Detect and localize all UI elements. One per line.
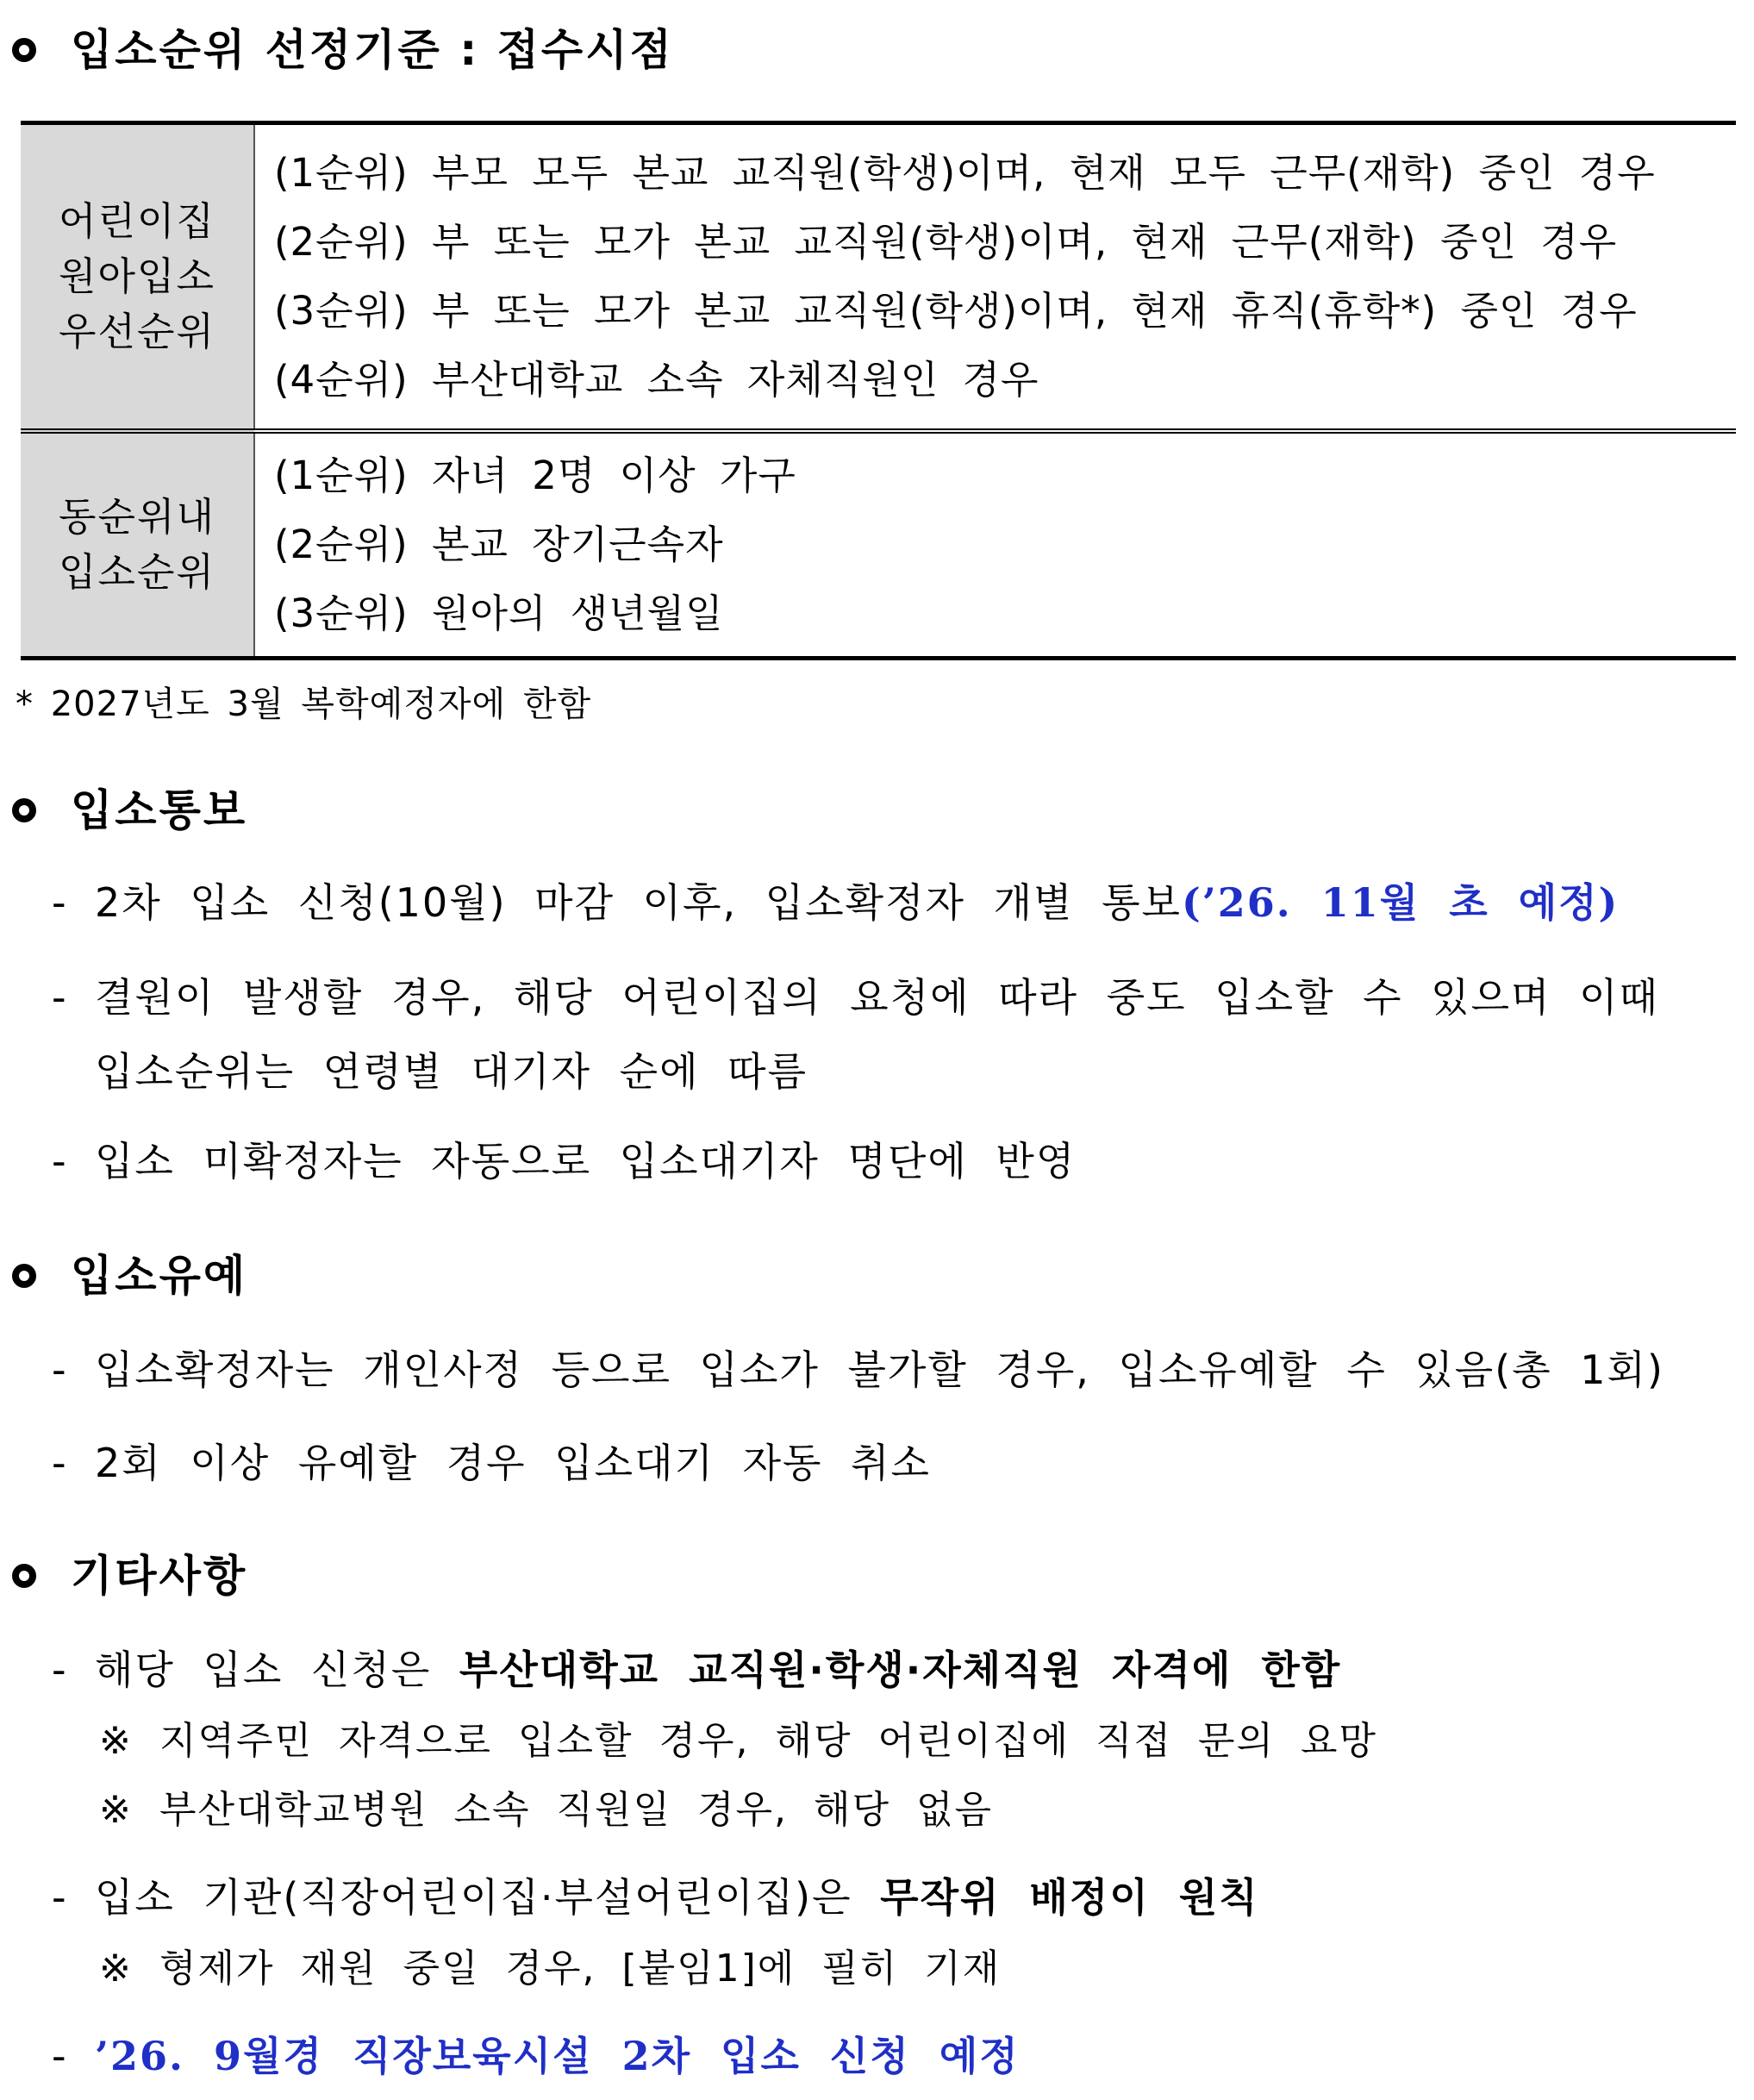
bullet-item bbox=[52, 1438, 931, 1488]
table-footnote: * 2027년도 3월 복학예정자에 한함 bbox=[16, 684, 592, 724]
bullet-text: 입소확정자는 개인사정 등으로 입소가 불가할 경우, 입소유예할 수 있음(총 1회) bbox=[95, 1347, 1664, 1393]
bullet-text: 입소 미확정자는 자동으로 입소대기자 명단에 반영 bbox=[95, 1138, 1077, 1184]
table-row bbox=[21, 123, 1736, 432]
label-line: 어린이집 bbox=[59, 198, 215, 244]
label-line: 원아입소 bbox=[59, 253, 215, 299]
dash-marker: - bbox=[52, 1347, 68, 1393]
row-label-admission-priority bbox=[21, 123, 254, 432]
eligibility-emphasis: 부산대학교 교직원·학생·자체직원 자격에 한함 bbox=[459, 1647, 1342, 1693]
section-heading-deferral bbox=[12, 1250, 247, 1302]
hollow-circle-icon bbox=[12, 798, 36, 822]
dash-marker: - bbox=[52, 1874, 68, 1921]
heading-text: 기타사항 bbox=[71, 1551, 248, 1601]
reference-note bbox=[99, 1945, 1001, 1993]
dash-marker: - bbox=[52, 879, 68, 926]
bullet-item bbox=[52, 1136, 1076, 1186]
table-row bbox=[21, 431, 1736, 659]
bullet-text: 2회 이상 유예할 경우 입소대기 자동 취소 bbox=[95, 1440, 931, 1486]
tie-break-item: (2순위) 본교 장기근속자 bbox=[274, 522, 724, 567]
section-heading-misc bbox=[12, 1550, 247, 1602]
label-line: 입소순위 bbox=[59, 549, 215, 595]
dash-marker: - bbox=[52, 1647, 68, 1693]
bullet-text: 2차 입소 신청(10월) 마감 이후, 입소확정자 개별 통보 bbox=[95, 879, 1182, 926]
reference-note bbox=[99, 1717, 1377, 1766]
bullet-text: 해당 입소 신청은 bbox=[95, 1647, 459, 1693]
bullet-continuation: 입소순위는 연령별 대기자 순에 따름 bbox=[95, 1048, 808, 1095]
label-line: 동순위내 bbox=[59, 494, 215, 540]
hollow-circle-icon bbox=[12, 1564, 36, 1588]
reference-mark: ※ bbox=[99, 1947, 133, 1991]
priority-item: (4순위) 부산대학교 소속 자체직원인 경우 bbox=[274, 357, 1039, 403]
dash-marker: - bbox=[52, 1440, 68, 1486]
reference-mark: ※ bbox=[99, 1719, 133, 1763]
dash-marker: - bbox=[52, 1138, 68, 1184]
reference-mark: ※ bbox=[99, 1788, 133, 1832]
row-label-tie-break bbox=[21, 431, 254, 659]
second-application-emphasis: ’26. 9월경 직장보육시설 2차 입소 신청 예정 bbox=[95, 2033, 1020, 2079]
section-heading-notification bbox=[12, 784, 247, 836]
label-line: 우선순위 bbox=[59, 309, 215, 354]
reference-note bbox=[99, 1786, 993, 1834]
row-content-admission-priority bbox=[254, 123, 1736, 432]
heading-text: 입소순위 선정기준 : 접수시점 bbox=[71, 25, 674, 75]
heading-text: 입소통보 bbox=[71, 785, 248, 835]
bullet-item bbox=[52, 1872, 1259, 1922]
bullet-item bbox=[52, 1645, 1341, 1695]
note-text: 부산대학교병원 소속 직원일 경우, 해당 없음 bbox=[159, 1788, 993, 1832]
heading-text: 입소유예 bbox=[71, 1251, 248, 1301]
dash-marker: - bbox=[52, 974, 68, 1021]
bullet-item bbox=[52, 2031, 1020, 2081]
bullet-text: 결원이 발생할 경우, 해당 어린이집의 요청에 따라 중도 입소할 수 있으며 이때 bbox=[95, 974, 1659, 1021]
note-text: 형제가 재원 중일 경우, [붙임1]에 필히 기재 bbox=[159, 1947, 1002, 1991]
bullet-item bbox=[52, 1345, 1664, 1395]
notification-date-emphasis: (’26. 11월 초 예정) bbox=[1181, 879, 1620, 926]
tie-break-item: (1순위) 자녀 2명 이상 가구 bbox=[274, 453, 796, 498]
hollow-circle-icon bbox=[12, 38, 36, 62]
random-assignment-emphasis: 무작위 배정이 원칙 bbox=[880, 1874, 1259, 1921]
priority-item: (1순위) 부모 모두 본교 교직원(학생)이며, 현재 모두 근무(재학) 중인 경우 bbox=[274, 150, 1656, 196]
dash-marker: - bbox=[52, 2033, 68, 2079]
bullet-item bbox=[52, 972, 1659, 1097]
priority-item: (3순위) 부 또는 모가 본교 교직원(학생)이며, 현재 휴직(휴학*) 중인 경우 bbox=[274, 288, 1638, 334]
note-text: 지역주민 자격으로 입소할 경우, 해당 어린이집에 직접 문의 요망 bbox=[159, 1719, 1377, 1763]
bullet-text: 입소 기관(직장어린이집·부설어린이집)은 bbox=[95, 1874, 881, 1921]
hollow-circle-icon bbox=[12, 1264, 36, 1288]
row-content-tie-break bbox=[254, 431, 1736, 659]
priority-item: (2순위) 부 또는 모가 본교 교직원(학생)이며, 현재 근무(재학) 중인 경우 bbox=[274, 219, 1618, 265]
priority-table bbox=[21, 121, 1736, 660]
bullet-item bbox=[52, 878, 1619, 928]
tie-break-item: (3순위) 원아의 생년월일 bbox=[274, 591, 724, 636]
section-heading-priority bbox=[12, 24, 674, 76]
